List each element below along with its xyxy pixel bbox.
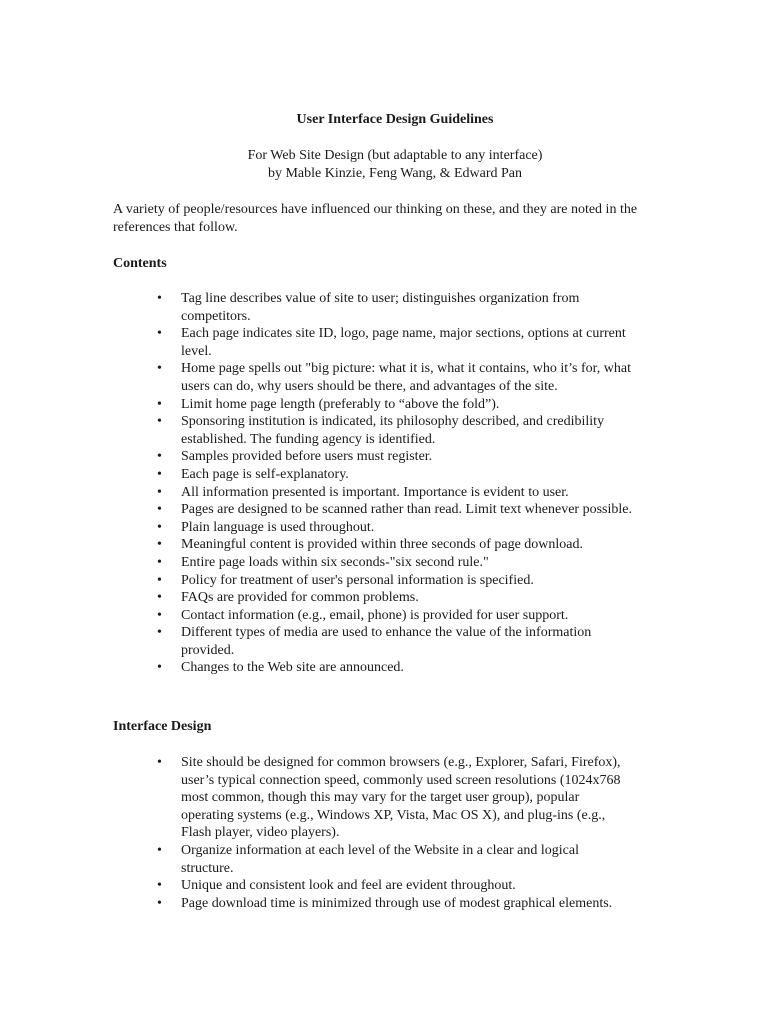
- bullet-icon: •: [157, 607, 162, 623]
- list-item: • Site should be designed for common browsers (e.g., Explorer, Safari, Firefox), user’s typical connection speed, commonly used screen resolutions (1024x768 most common, though this may vary for the target user group), popular operating systems (e.g., Windows XP, Vista, Mac OS X), and plug-ins (e.g., Flash player, video players).: [157, 755, 621, 841]
- document-subtitle: [0, 147, 768, 183]
- list-item: • Sponsoring institution is indicated, its philosophy described, and credibility established. The funding agency is identified.: [157, 414, 605, 447]
- bullet-icon: •: [157, 361, 162, 377]
- list-item: • Plain language is used throughout.: [157, 519, 375, 535]
- bullet-icon: •: [157, 414, 162, 430]
- bullet-icon: •: [157, 878, 162, 894]
- section-heading-interface-design: Interface Design: [113, 719, 212, 734]
- bullet-icon: •: [157, 625, 162, 641]
- list-item: • FAQs are provided for common problems.: [157, 590, 419, 606]
- bullet-icon: •: [157, 895, 162, 911]
- document-title: User Interface Design Guidelines: [296, 112, 494, 127]
- bullet-icon: •: [157, 572, 162, 588]
- bullet-icon: •: [157, 842, 162, 858]
- bullet-icon: •: [157, 326, 162, 342]
- list-item: • Entire page loads within six seconds-"six second rule.": [157, 554, 489, 570]
- interface-design-list: [113, 754, 633, 912]
- bullet-icon: •: [157, 449, 162, 465]
- section-heading-contents: Contents: [113, 256, 167, 271]
- list-item: • Unique and consistent look and feel are evident throughout.: [157, 878, 516, 894]
- bullet-icon: •: [157, 660, 162, 676]
- list-item: • Page download time is minimized through use of modest graphical elements.: [157, 895, 613, 911]
- bullet-icon: •: [157, 590, 162, 606]
- bullet-icon: •: [157, 484, 162, 500]
- bullet-icon: •: [157, 291, 162, 306]
- list-item: • Changes to the Web site are announced.: [157, 660, 404, 676]
- bullet-icon: •: [157, 554, 162, 570]
- list-item: • Contact information (e.g., email, phone) is provided for user support.: [157, 607, 569, 623]
- list-item: • Samples provided before users must register.: [157, 449, 433, 465]
- list-item: • Policy for treatment of user's personal information is specified.: [157, 572, 534, 588]
- list-item: • Limit home page length (preferably to “above the fold”).: [157, 396, 500, 412]
- list-item: • Pages are designed to be scanned rather than read. Limit text whenever possible.: [157, 502, 632, 518]
- list-item: • Different types of media are used to enhance the value of the information provided.: [157, 625, 592, 658]
- intro-paragraph: A variety of people/resources have influenced our thinking on these, and they are noted in the references that follow.: [113, 202, 638, 235]
- bullet-icon: •: [157, 466, 162, 482]
- list-item: • Meaningful content is provided within three seconds of page download.: [157, 537, 584, 553]
- bullet-icon: •: [157, 537, 162, 553]
- subtitle-line-1: For Web Site Design (but adaptable to any interface): [247, 148, 543, 163]
- bullet-icon: •: [157, 396, 162, 412]
- contents-list: [113, 290, 633, 677]
- list-item: • Each page is self-explanatory.: [157, 466, 349, 482]
- subtitle-line-2: by Mable Kinzie, Feng Wang, & Edward Pan: [267, 166, 523, 181]
- bullet-icon: •: [157, 519, 162, 535]
- list-item: • Tag line describes value of site to user; distinguishes organization from competitors.: [157, 291, 580, 324]
- list-item: • Home page spells out "big picture: what it is, what it contains, who it’s for, what users can do, why users should be there, and advantages of the site.: [157, 361, 631, 394]
- list-item: • Each page indicates site ID, logo, page name, major sections, options at current level.: [157, 326, 626, 359]
- bullet-icon: •: [157, 502, 162, 518]
- list-item: • All information presented is important. Importance is evident to user.: [157, 484, 569, 500]
- bullet-icon: •: [157, 755, 162, 770]
- list-item: • Organize information at each level of the Website in a clear and logical structure.: [157, 842, 579, 876]
